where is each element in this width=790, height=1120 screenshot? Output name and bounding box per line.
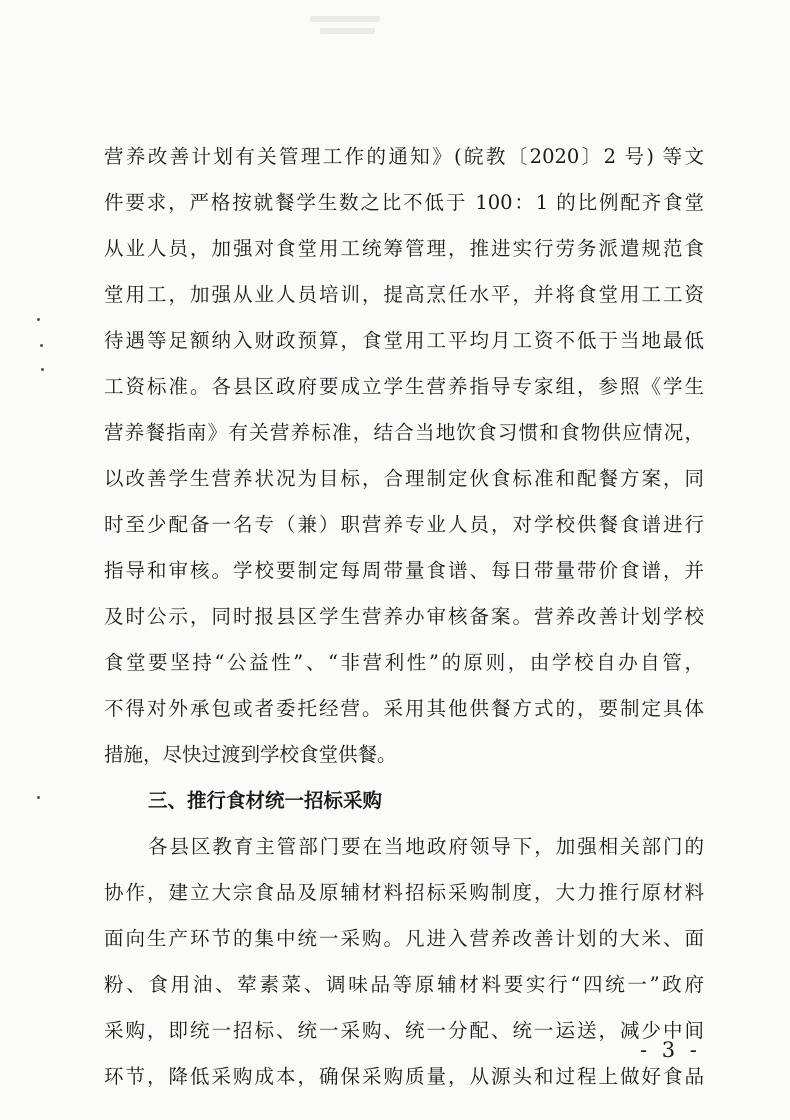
section-heading: 三、推行食材统一招标采购 xyxy=(148,789,383,812)
paragraph-line: 采购，即统一招标、统一采购、统一分配、统一运送，减少中间 xyxy=(104,1019,704,1042)
bleed-through-marks xyxy=(310,10,390,50)
document-body xyxy=(104,134,704,1100)
scan-speck xyxy=(37,796,40,799)
page-number: - 3 - xyxy=(640,1038,701,1062)
paragraph-line: 粉、食用油、荤素菜、调味品等原辅材料要实行“四统一”政府 xyxy=(104,973,704,996)
paragraph-line: 待遇等足额纳入财政预算，食堂用工平均月工资不低于当地最低 xyxy=(104,329,704,352)
paragraph-line: 从业人员，加强对食堂用工统筹管理，推进实行劳务派遣规范食 xyxy=(104,237,704,260)
paragraph-line: 以改善学生营养状况为目标，合理制定伙食标准和配餐方案，同 xyxy=(104,467,704,490)
paragraph-line: 不得对外承包或者委托经营。采用其他供餐方式的，要制定具体 xyxy=(104,697,704,720)
paragraph-line: 件要求，严格按就餐学生数之比不低于 100：1 的比例配齐食堂 xyxy=(104,191,704,214)
paragraph-line: 营养改善计划有关管理工作的通知》(皖教〔2020〕2 号) 等文 xyxy=(104,145,704,168)
paragraph-line: 环节，降低采购成本，确保采购质量，从源头和过程上做好食品 xyxy=(104,1065,704,1088)
paragraph-line: 堂用工，加强从业人员培训，提高烹任水平，并将食堂用工工资 xyxy=(104,283,704,306)
paragraph-line: 指导和审核。学校要制定每周带量食谱、每日带量带价食谱，并 xyxy=(104,559,704,582)
paragraph-line: 协作，建立大宗食品及原辅材料招标采购制度，大力推行原材料 xyxy=(104,881,704,904)
scan-speck xyxy=(37,318,40,321)
paragraph-line: 各县区教育主管部门要在当地政府领导下，加强相关部门的 xyxy=(148,835,704,858)
paragraph-line: 营养餐指南》有关营养标准，结合当地饮食习惯和食物供应情况， xyxy=(104,421,704,444)
paragraph-line: 及时公示，同时报县区学生营养办审核备案。营养改善计划学校 xyxy=(104,605,704,628)
paragraph-line: 工资标准。各县区政府要成立学生营养指导专家组，参照《学生 xyxy=(104,375,704,398)
paragraph-line: 措施，尽快过渡到学校食堂供餐。 xyxy=(104,743,397,766)
scan-speck xyxy=(40,344,43,347)
paragraph-line: 食堂要坚持“公益性”、“非营利性”的原则，由学校自办自管， xyxy=(104,651,704,674)
paragraph-line: 时至少配备一名专（兼）职营养专业人员，对学校供餐食谱进行 xyxy=(104,513,704,536)
paragraph-line: 面向生产环节的集中统一采购。凡进入营养改善计划的大米、面 xyxy=(104,927,704,950)
scan-speck xyxy=(41,368,44,371)
